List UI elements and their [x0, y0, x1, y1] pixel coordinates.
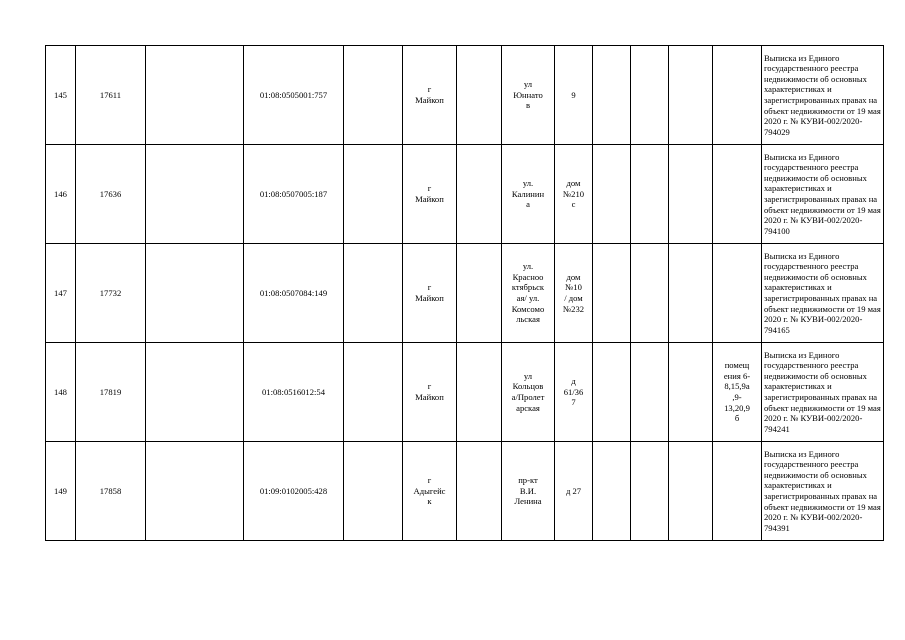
- object-id: 17819: [76, 343, 146, 442]
- row-number: 145: [46, 46, 76, 145]
- empty-cell: [146, 46, 244, 145]
- registry-table: [45, 45, 884, 541]
- cadastral-number: 01:08:0507084:149: [244, 244, 344, 343]
- empty-cell: [146, 343, 244, 442]
- empty-cell: [593, 145, 631, 244]
- registry-extract: Выписка из Единого государственного реестра недвижимости об основных характеристиках и зарегистрированных правах на объект недвижимости от 19 мая 2020 г. № КУВИ-002/2020-794391: [762, 442, 884, 541]
- registry-extract: Выписка из Единого государственного реестра недвижимости об основных характеристиках и зарегистрированных правах на объект недвижимости от 19 мая 2020 г. № КУВИ-002/2020-794165: [762, 244, 884, 343]
- empty-cell: [631, 244, 669, 343]
- row-number: 147: [46, 244, 76, 343]
- cadastral-number: 01:08:0507005:187: [244, 145, 344, 244]
- premises: [713, 442, 762, 541]
- empty-cell: [669, 442, 713, 541]
- empty-cell: [457, 46, 502, 145]
- empty-cell: [631, 145, 669, 244]
- empty-cell: [593, 442, 631, 541]
- cadastral-number: 01:08:0505001:757: [244, 46, 344, 145]
- empty-cell: [344, 145, 403, 244]
- street: ул Кольцов а/Пролет арская: [502, 343, 555, 442]
- object-id: 17858: [76, 442, 146, 541]
- empty-cell: [631, 46, 669, 145]
- row-number: 148: [46, 343, 76, 442]
- empty-cell: [669, 145, 713, 244]
- registry-rows: [46, 46, 884, 541]
- cadastral-number: 01:09:0102005:428: [244, 442, 344, 541]
- registry-extract: Выписка из Единого государственного реестра недвижимости об основных характеристиках и зарегистрированных правах на объект недвижимости от 19 мая 2020 г. № КУВИ-002/2020-794241: [762, 343, 884, 442]
- empty-cell: [631, 442, 669, 541]
- empty-cell: [457, 145, 502, 244]
- registry-extract: Выписка из Единого государственного реестра недвижимости об основных характеристиках и зарегистрированных правах на объект недвижимости от 19 мая 2020 г. № КУВИ-002/2020-794029: [762, 46, 884, 145]
- premises: помещ ения 6- 8,15,9а ,9- 13,20,9 б: [713, 343, 762, 442]
- row-number: 149: [46, 442, 76, 541]
- house: д 61/36 7: [555, 343, 593, 442]
- empty-cell: [457, 442, 502, 541]
- house: дом №10 / дом №232: [555, 244, 593, 343]
- city: г Майкоп: [403, 46, 457, 145]
- table-row: [46, 145, 884, 244]
- table-row: [46, 442, 884, 541]
- house: дом №210 с: [555, 145, 593, 244]
- empty-cell: [593, 343, 631, 442]
- empty-cell: [457, 343, 502, 442]
- cadastral-number: 01:08:0516012:54: [244, 343, 344, 442]
- empty-cell: [344, 244, 403, 343]
- empty-cell: [146, 442, 244, 541]
- empty-cell: [344, 442, 403, 541]
- street: ул. Калинин а: [502, 145, 555, 244]
- street: ул Юннато в: [502, 46, 555, 145]
- house: 9: [555, 46, 593, 145]
- empty-cell: [631, 343, 669, 442]
- premises: [713, 145, 762, 244]
- empty-cell: [669, 46, 713, 145]
- object-id: 17636: [76, 145, 146, 244]
- city: г Адыгейс к: [403, 442, 457, 541]
- street: пр-кт В.И. Ленина: [502, 442, 555, 541]
- empty-cell: [146, 244, 244, 343]
- object-id: 17611: [76, 46, 146, 145]
- empty-cell: [146, 145, 244, 244]
- row-number: 146: [46, 145, 76, 244]
- house: д 27: [555, 442, 593, 541]
- premises: [713, 244, 762, 343]
- empty-cell: [593, 46, 631, 145]
- object-id: 17732: [76, 244, 146, 343]
- city: г Майкоп: [403, 145, 457, 244]
- city: г Майкоп: [403, 343, 457, 442]
- city: г Майкоп: [403, 244, 457, 343]
- premises: [713, 46, 762, 145]
- empty-cell: [593, 244, 631, 343]
- street: ул. Красноо ктябрьск ая/ ул. Комсомо льская: [502, 244, 555, 343]
- table-row: [46, 46, 884, 145]
- empty-cell: [344, 46, 403, 145]
- registry-extract: Выписка из Единого государственного реестра недвижимости об основных характеристиках и зарегистрированных правах на объект недвижимости от 19 мая 2020 г. № КУВИ-002/2020-794100: [762, 145, 884, 244]
- empty-cell: [457, 244, 502, 343]
- empty-cell: [669, 244, 713, 343]
- empty-cell: [669, 343, 713, 442]
- table-row: [46, 343, 884, 442]
- table-row: [46, 244, 884, 343]
- empty-cell: [344, 343, 403, 442]
